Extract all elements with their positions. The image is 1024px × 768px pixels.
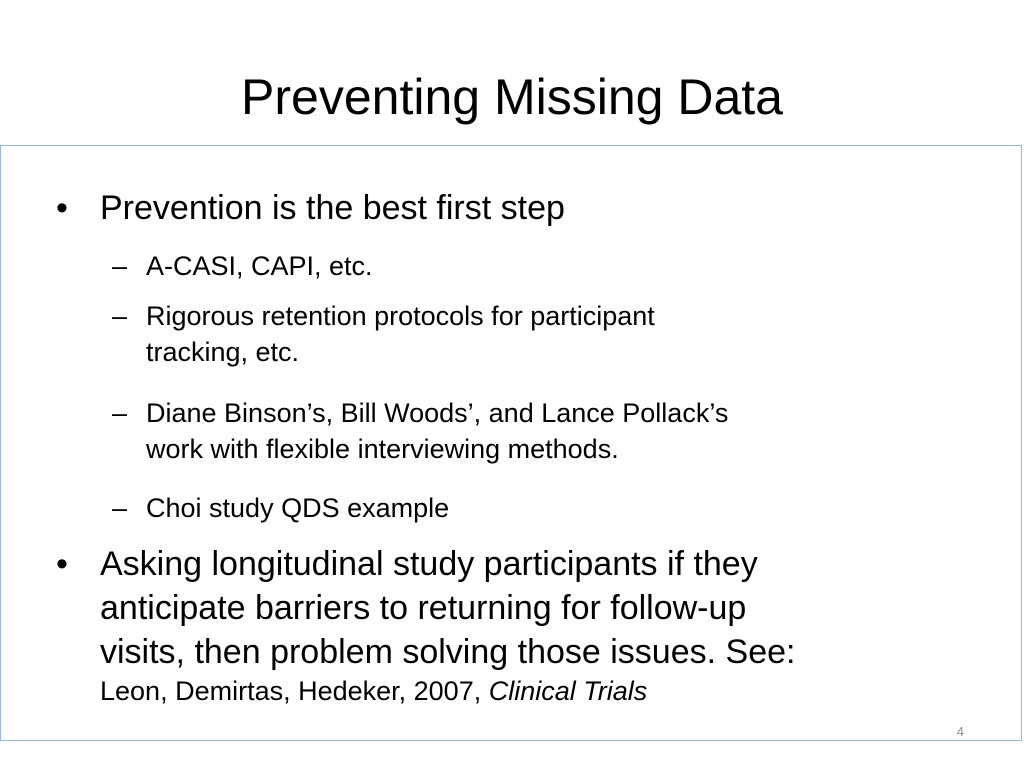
bullet-marker: • bbox=[56, 545, 68, 583]
bullet-marker: • bbox=[56, 189, 68, 227]
dash-marker: – bbox=[112, 398, 128, 428]
sub-bullet-line: A-CASI, CAPI, etc. bbox=[146, 251, 373, 281]
sub-bullet-line: Choi study QDS example bbox=[146, 493, 450, 523]
sub-bullet-line: Rigorous retention protocols for participant bbox=[146, 301, 655, 331]
bullet-line: Asking longitudinal study participants if they bbox=[100, 545, 758, 583]
bullet-line: anticipate barriers to returning for follow-up bbox=[100, 589, 747, 627]
sub-bullet-line: tracking, etc. bbox=[146, 337, 300, 367]
citation bbox=[100, 674, 970, 708]
dash-marker: – bbox=[112, 493, 128, 523]
bullet-longitudinal bbox=[56, 542, 970, 708]
sub-bullet-retention bbox=[112, 298, 926, 370]
sub-bullet-interviewing bbox=[112, 395, 926, 467]
page-number: 4 bbox=[956, 724, 964, 739]
citation-journal: Clinical Trials bbox=[488, 676, 648, 706]
bullet-text: Prevention is the best first step bbox=[100, 189, 565, 227]
bullet-prevention bbox=[56, 186, 970, 230]
dash-marker: – bbox=[112, 251, 128, 281]
citation-authors: Leon, Demirtas, Hedeker, 2007, bbox=[100, 676, 489, 706]
sub-bullet-acasi bbox=[112, 248, 926, 284]
bullet-line: visits, then problem solving those issues. See: bbox=[100, 633, 796, 671]
sub-bullet-line: work with flexible interviewing methods. bbox=[146, 434, 619, 464]
sub-bullet-choi bbox=[112, 490, 926, 526]
slide-title: Preventing Missing Data bbox=[241, 69, 783, 125]
dash-marker: – bbox=[112, 301, 128, 331]
sub-bullet-line: Diane Binson’s, Bill Woods’, and Lance Pollack’s bbox=[146, 398, 729, 428]
